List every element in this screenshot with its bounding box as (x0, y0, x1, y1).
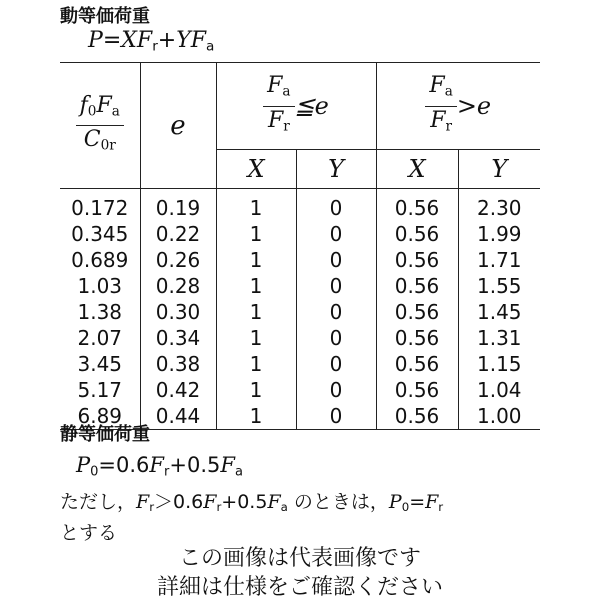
table-cell: 1 (216, 273, 296, 299)
table-cell: 0.56 (376, 403, 458, 430)
table-cell: 1 (216, 221, 296, 247)
table-cell: 0.22 (140, 221, 216, 247)
table-cell: 1.03 (77, 274, 123, 298)
table-cell: 1 (216, 351, 296, 377)
table-cell: 1 (216, 247, 296, 273)
table-cell: 2.30 (458, 195, 540, 221)
table-cell: 0 (296, 351, 376, 377)
table-cell: 0.56 (376, 351, 458, 377)
table-cell: 1.99 (458, 221, 540, 247)
table-cell: 1.04 (458, 377, 540, 403)
table-row (60, 299, 540, 325)
table-cell: 1 (216, 299, 296, 325)
header-e: e (140, 63, 216, 189)
header-cond-le: $\frac{F_a}{F_r}$ ≦e (216, 63, 376, 150)
table-cell: 5.17 (77, 378, 123, 402)
table-cell: 1.15 (458, 351, 540, 377)
table-cell: 0.44 (140, 403, 216, 430)
table-cell: 1.00 (458, 403, 540, 430)
table-cell: 0.689 (71, 248, 129, 272)
table-cell: 0.42 (140, 377, 216, 403)
table-cell: 0 (296, 403, 376, 430)
table-row (60, 195, 540, 221)
table-cell: 0.26 (140, 247, 216, 273)
table-cell: 1 (216, 403, 296, 430)
table-cell: 3.45 (77, 352, 123, 376)
table-cell: 0.30 (140, 299, 216, 325)
table-cell: 0.19 (140, 195, 216, 221)
table-cell: 0.56 (376, 247, 458, 273)
subheader-y1: Y (296, 150, 376, 189)
table-row (60, 247, 540, 273)
table-cell: 0 (296, 221, 376, 247)
table-cell: 0 (296, 195, 376, 221)
table-cell: 1.55 (458, 273, 540, 299)
static-load-formula: $P_0=0.6F_r+0.5F_a$ (76, 453, 243, 480)
table-cell: 0 (296, 273, 376, 299)
static-load-note-line1: ただし，$F_r>0.6F_r+0.5F_a$ のときは，$P_0=F_r$ (60, 491, 444, 514)
table-cell: 0.56 (376, 377, 458, 403)
table-cell: 0.38 (140, 351, 216, 377)
header-f0fa-num: $f_0F_a$ (76, 92, 124, 126)
table-cell: 0 (296, 247, 376, 273)
load-factor-table (60, 62, 540, 430)
header-c0r-den: $C_{0r}$ (83, 127, 116, 154)
table-cell: 1 (216, 377, 296, 403)
static-load-note-line2: とする (60, 522, 118, 544)
table-row (60, 351, 540, 377)
table-row (60, 273, 540, 299)
table-cell: 1.38 (77, 300, 123, 324)
table-cell: 2.07 (77, 326, 123, 350)
static-load-title: 静等価荷重 (60, 424, 150, 445)
table-cell: 0.56 (376, 195, 458, 221)
table-cell: 0 (296, 299, 376, 325)
dynamic-load-title: 動等価荷重 (60, 6, 150, 27)
header-cond-gt: $\frac{F_a}{F_r}$ >e (376, 63, 540, 150)
table-cell: 6.89 (60, 403, 140, 430)
table-cell: 0.56 (376, 325, 458, 351)
table-cell: 0 (296, 325, 376, 351)
table-row (60, 325, 540, 351)
table-cell: 0.56 (376, 299, 458, 325)
subheader-x1: X (216, 150, 296, 189)
header-f0fa-c0r (60, 63, 140, 189)
table-cell: 0.172 (71, 196, 129, 220)
disclaimer-line1: この画像は代表画像です (178, 546, 421, 571)
table-row (60, 377, 540, 403)
table-cell: 0.56 (376, 273, 458, 299)
table-cell: 1.45 (458, 299, 540, 325)
dynamic-load-formula: $P=XF_r+YF_a$ (88, 28, 215, 55)
table-cell: 0.28 (140, 273, 216, 299)
table-cell: 0.34 (140, 325, 216, 351)
subheader-y2: Y (458, 150, 540, 189)
table-cell: 1 (216, 325, 296, 351)
table-cell: 1 (216, 195, 296, 221)
table-cell: 0.56 (376, 221, 458, 247)
table-cell: 0 (296, 377, 376, 403)
subheader-x2: X (376, 150, 458, 189)
table-cell: 1.31 (458, 325, 540, 351)
table-cell: 1.71 (458, 247, 540, 273)
table-cell: 0.345 (71, 222, 129, 246)
disclaimer-line2: 詳細は仕様をご確認ください (156, 575, 443, 600)
table-row (60, 221, 540, 247)
